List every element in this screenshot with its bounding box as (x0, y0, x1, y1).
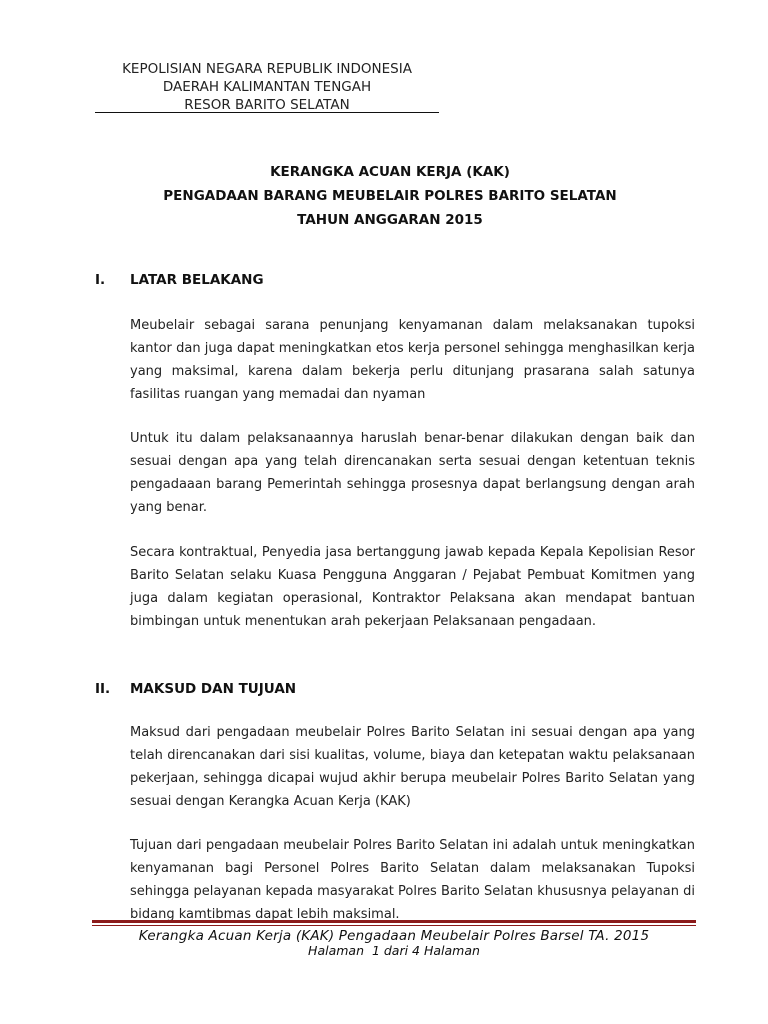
footer-rule-thick (92, 920, 696, 923)
title-line-1: KERANGKA ACUAN KERJA (KAK) (270, 164, 510, 180)
footer-document-title: Kerangka Acuan Kerja (KAK) Pengadaan Meubelair Polres Barsel TA. 2015 (138, 928, 650, 944)
letterhead-underline (95, 112, 439, 113)
letterhead-institution: KEPOLISIAN NEGARA REPUBLIK INDONESIA (122, 61, 412, 77)
paragraph: Maksud dari pengadaan meubelair Polres Barito Selatan ini sesuai dengan apa yang telah direncanakan dari sisi kualitas, volume, biaya dan ketepatan waktu pelaksanaan pekerjaan, sehingga dicapai wujud akhir berupa meubelair Polres Barito Selatan yang sesuai dengan Kerangka Acuan Kerja (KAK) (130, 725, 695, 809)
paragraph: Untuk itu dalam pelaksanaannya haruslah benar-benar dilakukan dengan baik dan sesuai dengan apa yang telah direncanakan serta sesuai dengan ketentuan teknis pengadaaan barang Pemerintah sehingga prosesnya dapat berlangsung dengan arah yang benar. (130, 431, 695, 515)
section-title: LATAR BELAKANG (130, 272, 264, 288)
section-title: MAKSUD DAN TUJUAN (130, 681, 297, 697)
title-line-2: PENGADAAN BARANG MEUBELAIR POLRES BARITO SELATAN (163, 188, 617, 204)
paragraph: Secara kontraktual, Penyedia jasa bertanggung jawab kepada Kepala Kepolisian Resor Barito Selatan selaku Kuasa Pengguna Anggaran / Pejabat Pembuat Komitmen yang juga dalam kegiatan operasional, Kontraktor Pelaksana akan mendapat bantuan bimbingan untuk menentukan arah pekerjaan Pelaksanaan pengadaan. (130, 545, 695, 629)
letterhead (95, 60, 439, 114)
section-number: I. (95, 272, 106, 288)
paragraph: Tujuan dari pengadaan meubelair Polres Barito Selatan ini adalah untuk meningkatkan kenyamanan bagi Personel Polres Barito Selatan dalam melaksanakan Tupoksi sehingga pelayanan kepada masyarakat Polres Barito Selatan khususnya pelayanan di bidang kamtibmas dapat lebih maksimal. (130, 838, 695, 922)
letterhead-resort: RESOR BARITO SELATAN (184, 97, 350, 113)
footer-page-number: Halaman 1 dari 4 Halaman (308, 943, 480, 958)
footer-rule-thin (92, 925, 696, 926)
paragraph: Meubelair sebagai sarana penunjang kenyamanan dalam melaksanakan tupoksi kantor dan juga dapat meningkatkan etos kerja personel sehingga menghasilkan kerja yang maksimal, karena dalam bekerja perlu ditunjang prasarana salah satunya fasilitas ruangan yang memadai dan nyaman (130, 318, 695, 402)
document-title (130, 160, 650, 232)
letterhead-region: DAERAH KALIMANTAN TENGAH (162, 79, 372, 95)
title-line-3: TAHUN ANGGARAN 2015 (297, 212, 483, 228)
section-number: II. (95, 681, 111, 697)
